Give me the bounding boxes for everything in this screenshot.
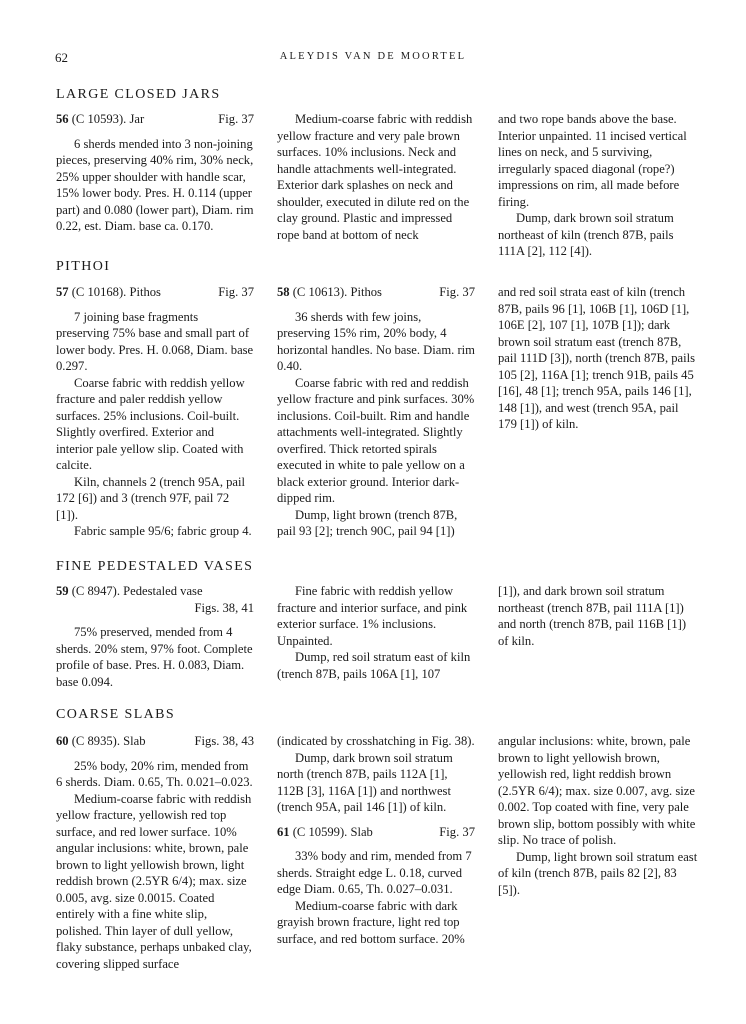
entry-paragraph: 75% preserved, mended from 4 sherds. 20% stem, 97% foot. Complete profile of base. Pres. H. 0.083, Diam. base 0.094. [56,625,253,689]
entry-heading [56,111,254,128]
entry-59-continued [277,583,475,682]
entry-paragraph: and red soil strata east of kiln (trench 87B, pails 96 [1], 106B [1], 106D [1], 106E [2], 107 [1], 107B [1]); dark brown soil stratum east (trench 87B, pail 111D [3]), north (trench 87B, pails 105 [2], 116A [1]; trench 91B, pails 45 [16], 48 [1]; trench 95A, pails 146 [1], 148 [1]), and west (trench 95A, pail 179 [1]) of kiln. [498,285,696,431]
entry-58-continued [498,284,698,433]
entry-paragraph: and two rope bands above the base. Interior unpainted. 11 incised vertical lines on neck, and 5 surviving, irregularly spaced diagonal (rope?) impressions on rim, all made before firing. [498,112,687,209]
entry-label: (C 10613). Pithos [289,285,382,299]
entry-paragraph: (indicated by crosshatching in Fig. 38). [277,734,475,748]
entry-paragraph: Coarse fabric with reddish yellow fracture and paler reddish yellow surfaces. 25% inclusions. Coil-built. Slightly overfired. Exterior and interior pale yellow slip. Coated with calcite. [56,375,245,472]
entry-59 [56,583,254,690]
entry-59-continued-2 [498,583,698,649]
entry-56-continued-2 [498,111,698,260]
entry-paragraph: Dump, dark brown soil stratum northeast of kiln (trench 87B, pails 111A [2], 112 [4]). [498,211,674,258]
section-title-coarse-slabs: COARSE SLABS [56,707,176,722]
entry-56-continued [277,111,475,243]
figure-reference: Figs. 38, 41 [194,600,254,615]
entry-paragraph: Dump, light brown soil stratum east of kiln (trench 87B, pails 82 [2], 83 [5]). [498,849,698,897]
entry-57 [56,284,254,540]
figure-reference: Fig. 37 [218,112,254,126]
entry-paragraph: angular inclusions: white, brown, pale brown to light yellowish brown, yellowish red, light reddish brown (2.5YR 6/4); max. size 0.007, avg. size 0.002. Top coated with fine, very pale brown slip, bottom possibly with white slip. No trace of polish. [498,734,696,847]
entry-number: 58 [277,285,290,299]
entry-heading [277,824,475,841]
section-title-pithoi: PITHOI [56,259,111,274]
entry-paragraph: Medium-coarse fabric with reddish yellow fracture, yellowish red top surface, and red lower surface. 10% angular inclusions: white, brown, pale brown to light yellowish brown, light reddish brown (2.5YR 6/4); max. size 0.005, avg. size 0.0015. Coated entirely with a fine white slip, polished. Thin layer of dull yellow, flaky substance, perhaps unbaked clay, covering slipped surface [56,791,252,971]
entry-label: (C 10599). Slab [289,824,373,839]
entry-paragraph: Dump, dark brown soil stratum north (trench 87B, pails 112A [1], 112B [3], 116A [1]) and northwest (trench 95A, pail 146 [1]) of kiln. [277,750,453,814]
entry-paragraph: 33% body and rim, mended from 7 sherds. Straight edge L. 0.18, curved edge Diam. 0.65, Th. 0.027–0.031. [277,849,472,896]
entry-paragraph: 6 sherds mended into 3 non-joining pieces, preserving 40% rim, 30% neck, 25% upper shoulder with handle scar, 15% lower body. Pres. H. 0.114 (upper part) and 0.080 (lower part), Diam. rim 0.22, est. Diam. base ca. 0.170. [56,136,254,233]
page-number: 62 [55,50,68,65]
entry-number: 57 [56,285,69,299]
entry-label: (C 10168). Pithos [68,285,161,299]
entry-paragraph: Kiln, channels 2 (trench 95A, pail 172 [6]) and 3 (trench 97F, pail 72 [1]). [56,474,246,522]
entry-58 [277,284,475,540]
entry-paragraph: Fabric sample 95/6; fabric group 4. [74,524,252,538]
figure-reference: Figs. 38, 43 [194,734,254,748]
entry-heading [56,583,254,616]
entry-paragraph: Coarse fabric with red and reddish yellow fracture and pink surfaces. 30% inclusions. Coil-built. Rim and handle attachments well-integrated. Slightly overfired. Thick retorted spirals executed in white to pale yellow on a black exterior ground. Interior dark-dipped rim. [277,375,475,505]
entry-number: 61 [277,824,290,839]
entry-paragraph: Fine fabric with reddish yellow fracture and interior surface, and pink exterior surface. 1% inclusions. Unpainted. [277,584,468,648]
entry-60-continued [277,733,475,947]
entry-paragraph: 7 joining base fragments preserving 75% base and small part of lower body. Pres. H. 0.068, Diam. base 0.297. [56,309,254,373]
entry-heading [56,284,254,301]
figure-reference: Fig. 37 [218,285,254,299]
entry-label: (C 8935). Slab [68,734,146,748]
entry-56 [56,111,254,235]
entry-number: 60 [56,734,69,748]
entry-paragraph: 36 sherds with few joins, preserving 15% rim, 20% body, 4 horizontal handles. No base. Diam. rim 0.40. [277,309,475,373]
entry-number: 59 [56,584,69,598]
entry-paragraph: 25% body, 20% rim, mended from 6 sherds. Diam. 0.65, Th. 0.021–0.023. [56,758,253,789]
entry-61-continued [498,733,698,898]
section-title-fine-pedestaled-vases: FINE PEDESTALED VASES [56,559,254,574]
entry-paragraph: Medium-coarse fabric with reddish yellow fracture and very pale brown surfaces. 10% inclusions. Neck and handle attachments well-integrated. Exterior dark splashes on neck and shoulder, executed in dilute red on the clay ground. Plastic and impressed rope band at bottom of neck [277,112,473,242]
entry-heading [277,284,475,301]
figure-reference: Fig. 37 [439,824,475,839]
running-head: ALEYDIS VAN DE MOORTEL [279,51,467,62]
entry-paragraph: Dump, light brown (trench 87B, pail 93 [2]; trench 90C, pail 94 [1]) [277,507,458,538]
entry-label: (C 8947). Pedestaled vase [68,584,203,598]
entry-paragraph: Dump, red soil stratum east of kiln (trench 87B, pails 106A [1], 107 [277,650,471,681]
entry-paragraph: Medium-coarse fabric with dark grayish brown fracture, light red top surface, and red bottom surface. 20% [277,898,465,946]
entry-number: 56 [56,112,69,126]
figure-reference: Fig. 37 [439,285,475,299]
entry-heading [56,733,254,750]
entry-paragraph: [1]), and dark brown soil stratum northeast (trench 87B, pail 111A [1]) and north (trench 87B, pail 116B [1]) of kiln. [498,584,687,648]
section-title-large-closed-jars: LARGE CLOSED JARS [56,87,221,102]
page-header [55,50,691,68]
entry-label: (C 10593). Jar [68,112,145,126]
entry-60 [56,733,254,972]
